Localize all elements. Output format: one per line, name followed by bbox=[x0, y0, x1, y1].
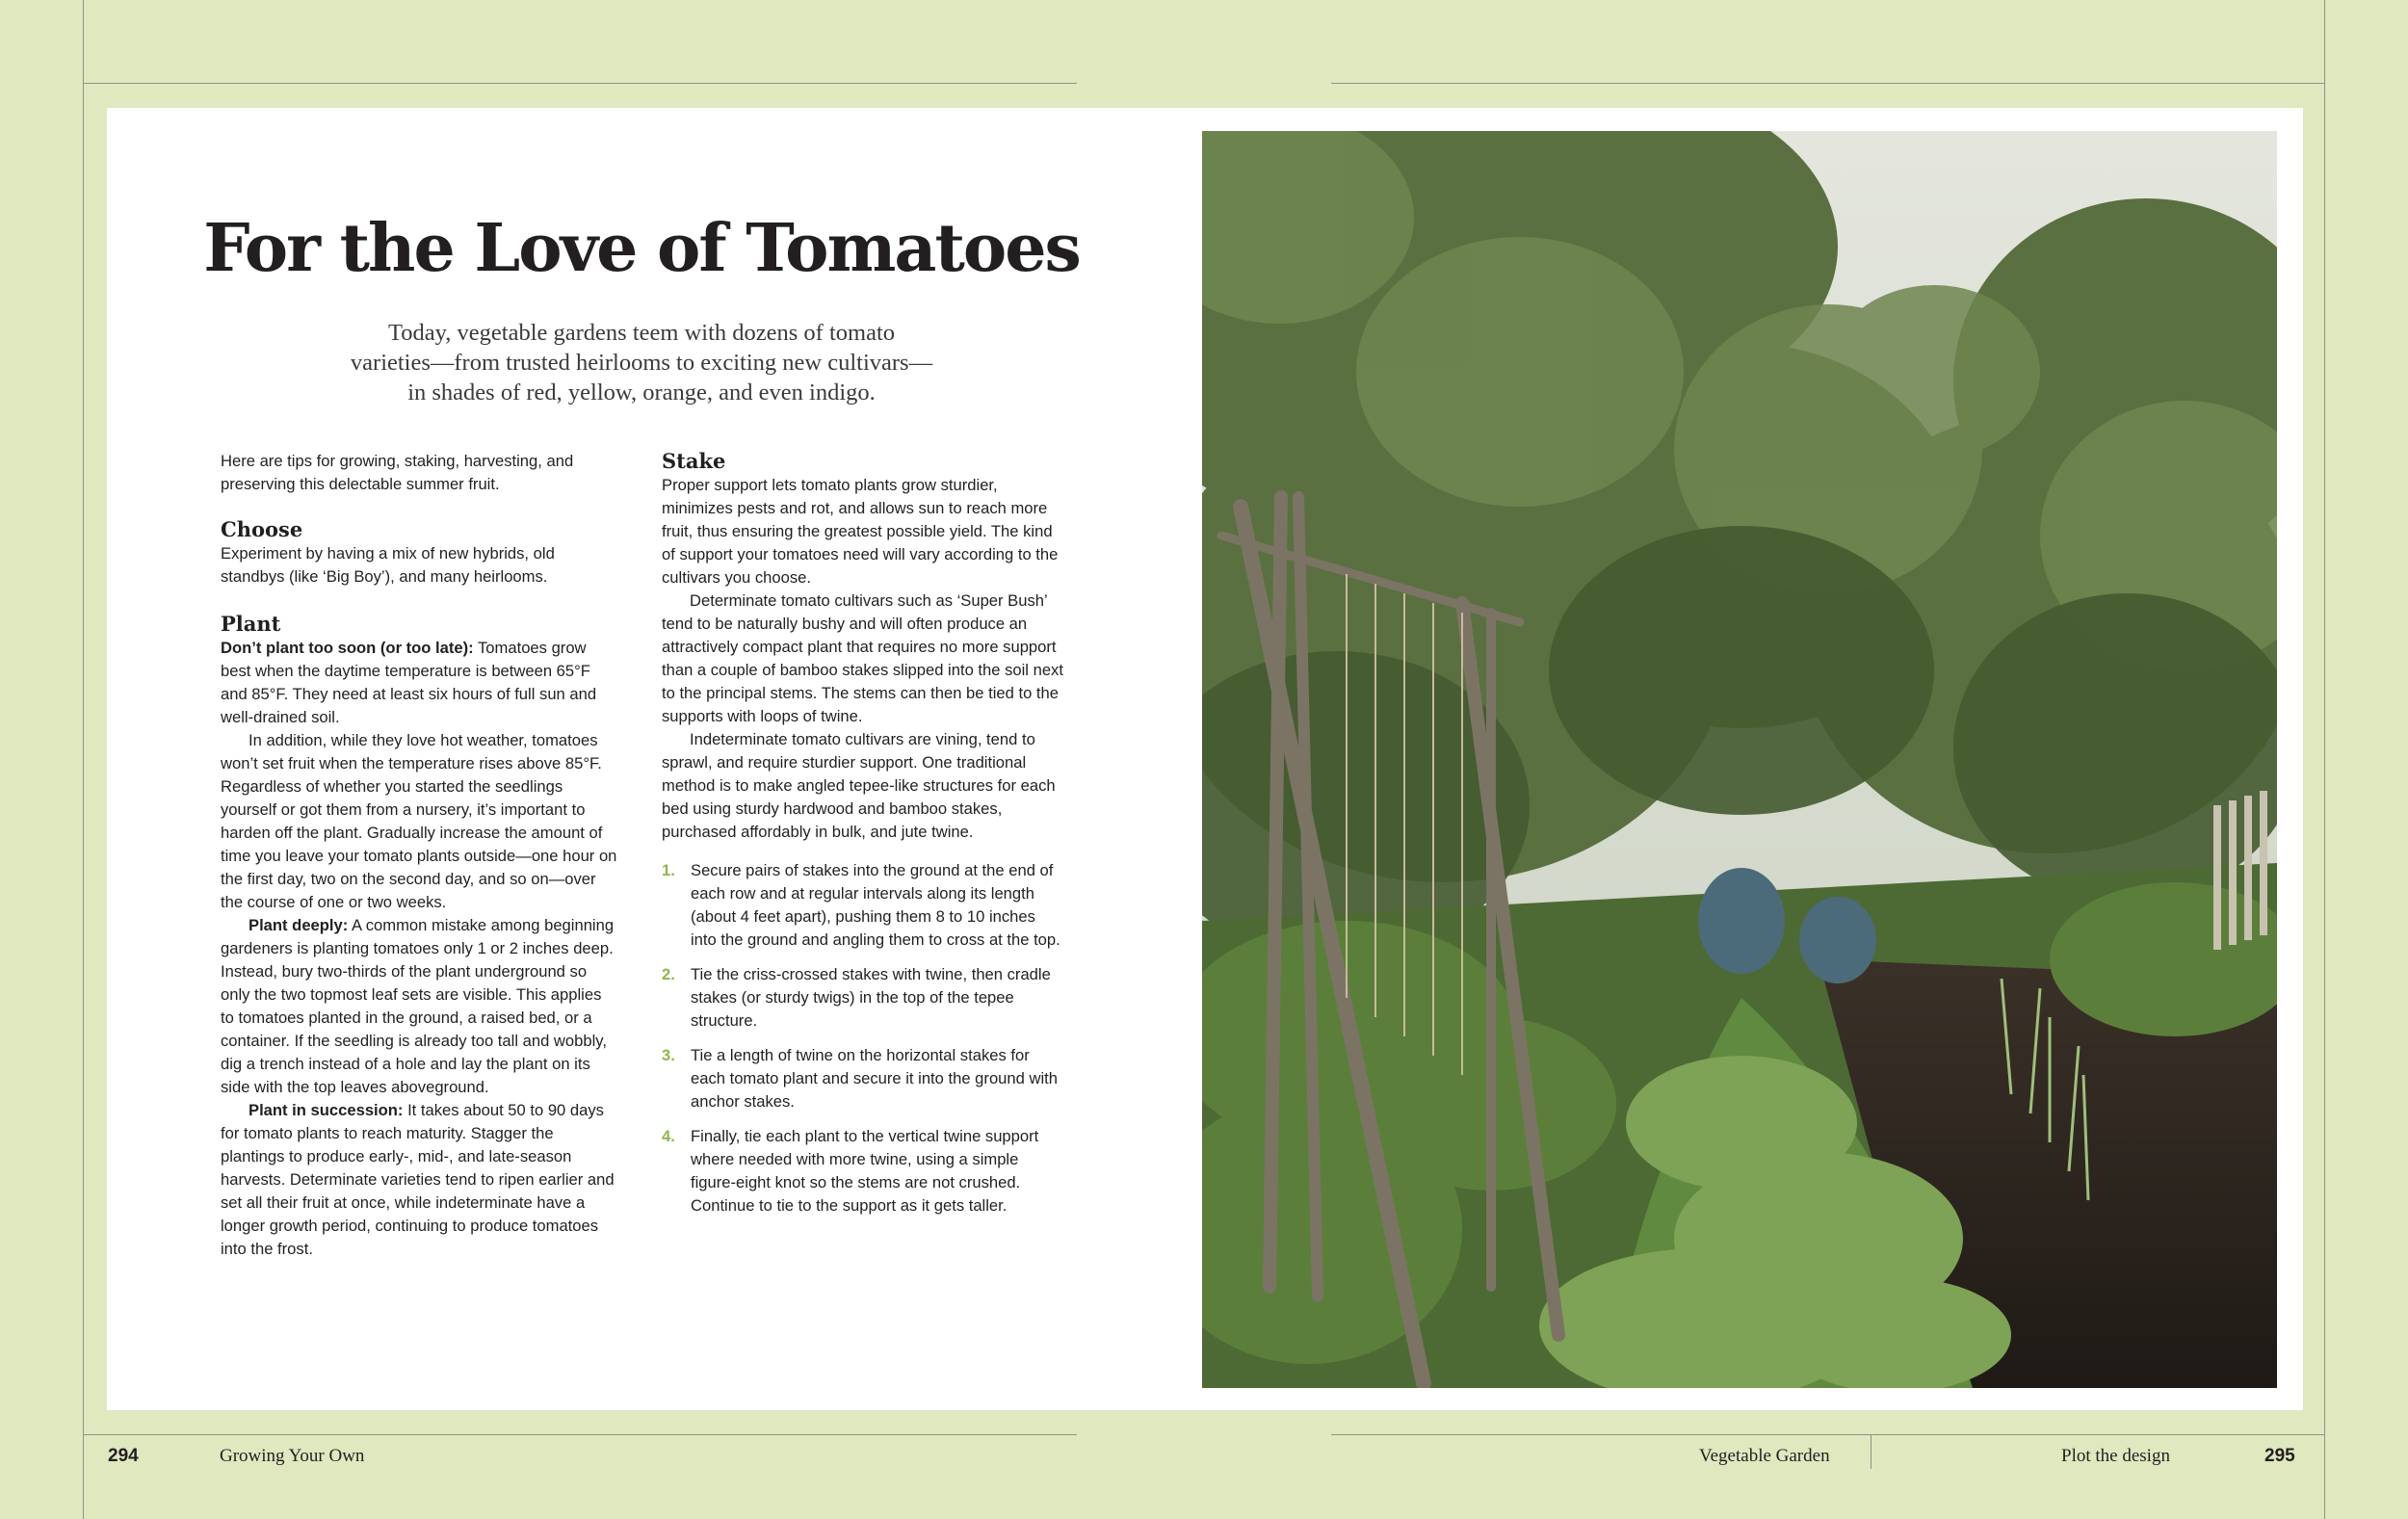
deck-line: varieties—from trusted heirlooms to exciting new cultivars— bbox=[350, 350, 933, 376]
stake-paragraph: Proper support lets tomato plants grow sturdier, minimizes pests and rot, and allows sun to reach more fruit, thus ensuring the greatest possible yield. The kind of support your tomatoes need will vary according to the cultivars you choose. bbox=[662, 476, 1059, 587]
plant-paragraph bbox=[221, 914, 617, 1099]
plant-lead-succession: Plant in succession: bbox=[249, 1101, 404, 1119]
plant-lead-too-soon: Don’t plant too soon (or too late): bbox=[221, 639, 474, 657]
article-deck bbox=[299, 318, 984, 407]
step-text: Secure pairs of stakes into the ground at the end of each row and at regular intervals along its length (about 4 feet apart), pushing them 8 to 10 inches into the ground and angling them to cross at the top. bbox=[691, 861, 1060, 949]
choose-heading: Choose bbox=[221, 517, 303, 541]
step-text: Finally, tie each plant to the vertical twine support where needed with more twine, using a simple figure-eight knot so the stems are not crushed. Continue to tie to the support as it gets taller. bbox=[691, 1127, 1039, 1215]
list-item bbox=[662, 1044, 1064, 1113]
stake-heading: Stake bbox=[662, 449, 726, 473]
list-item bbox=[662, 859, 1064, 952]
plant-text-deeply: A common mistake among beginning gardeners is planting tomatoes only 1 or 2 inches deep. Instead, bury two-thirds of the plant underground so only the two topmost leaf sets are visible. This applies to tomatoes planted in the ground, a raised bed, or a container. If the seedling is already too tall and wobbly, dig a trench instead of a hole and lay the plant on its side with the top leaves aboveground. bbox=[221, 916, 615, 1096]
plant-text-too-soon: Tomatoes grow best when the daytime temperature is between 65°F and 85°F. They need at least six hours of full sun and well-drained soil. bbox=[221, 639, 597, 726]
deck-line: Today, vegetable gardens teem with dozens of tomato bbox=[388, 320, 895, 346]
intro-paragraph: Here are tips for growing, staking, harvesting, and preserving this delectable summer fruit. bbox=[221, 452, 574, 493]
step-number: 2. bbox=[662, 965, 675, 983]
step-number: 1. bbox=[662, 861, 675, 879]
right-column bbox=[662, 449, 1064, 1218]
step-number: 3. bbox=[662, 1046, 675, 1064]
running-footer-right: Plot the design bbox=[2061, 1446, 2170, 1466]
step-text: Tie the criss-crossed stakes with twine, then cradle stakes (or sturdy twigs) in the top of the tepee structure. bbox=[691, 965, 1051, 1030]
running-footer-chapter: Vegetable Garden bbox=[1699, 1446, 1830, 1466]
stake-paragraph: Determinate tomato cultivars such as ‘Super Bush’ tend to be naturally bushy and will often produce an attractively compact plant that requires no more support than a couple of bamboo stakes slipped into the soil next to the principal stems. The stems can then be tied to the supports with loops of twine. bbox=[662, 591, 1063, 725]
top-rule-right bbox=[1331, 83, 2324, 84]
plant-lead-deeply: Plant deeply: bbox=[249, 916, 349, 934]
article-title: For the Love of Tomatoes bbox=[203, 210, 1080, 287]
step-text: Tie a length of twine on the horizontal stakes for each tomato plant and secure it into the ground with anchor stakes. bbox=[691, 1046, 1058, 1111]
page-number-right: 295 bbox=[2264, 1446, 2295, 1466]
choose-paragraph: Experiment by having a mix of new hybrids, old standbys (like ‘Big Boy’), and many heirlooms. bbox=[221, 544, 555, 586]
stake-steps-list bbox=[662, 859, 1064, 1218]
stake-paragraph: Indeterminate tomato cultivars are vining, tend to sprawl, and require sturdier support. One traditional method is to make angled tepee-like structures for each bed using sturdy hardwood and bamboo stakes, purchased affordably in bulk, and jute twine. bbox=[662, 730, 1056, 841]
plant-heading: Plant bbox=[221, 612, 281, 636]
left-column bbox=[221, 450, 617, 1261]
garden-photo bbox=[1202, 131, 2277, 1388]
deck-line: in shades of red, yellow, orange, and even indigo. bbox=[407, 380, 876, 406]
list-item bbox=[662, 1125, 1064, 1218]
plant-paragraph bbox=[221, 1099, 617, 1261]
plant-text-succession: It takes about 50 to 90 days for tomato plants to reach maturity. Stagger the plantings to produce early-, mid-, and late-season harvests. Determinate varieties tend to ripen earlier and set all their fruit at once, while indeterminate have a longer growth period, continuing to produce tomatoes into the frost. bbox=[221, 1101, 615, 1258]
bottom-rule-left bbox=[83, 1434, 1077, 1435]
running-footer-left: Growing Your Own bbox=[220, 1446, 365, 1466]
bottom-rule-right bbox=[1331, 1434, 2324, 1435]
step-number: 4. bbox=[662, 1127, 675, 1145]
top-rule-left bbox=[83, 83, 1077, 84]
page-number-left: 294 bbox=[108, 1446, 139, 1466]
plant-paragraph bbox=[221, 637, 617, 729]
trim-line-left bbox=[83, 0, 84, 1519]
trim-line-right bbox=[2324, 0, 2325, 1519]
plant-paragraph: In addition, while they love hot weather, tomatoes won’t set fruit when the temperature rises above 85°F. Regardless of whether you started the seedlings yourself or got them from a nursery, it’s important to harden off the plant. Gradually increase the amount of time you leave your tomato plants outside—one hour on the first day, two on the second day, and so on—over the course of one or two weeks. bbox=[221, 731, 617, 911]
list-item bbox=[662, 963, 1064, 1033]
